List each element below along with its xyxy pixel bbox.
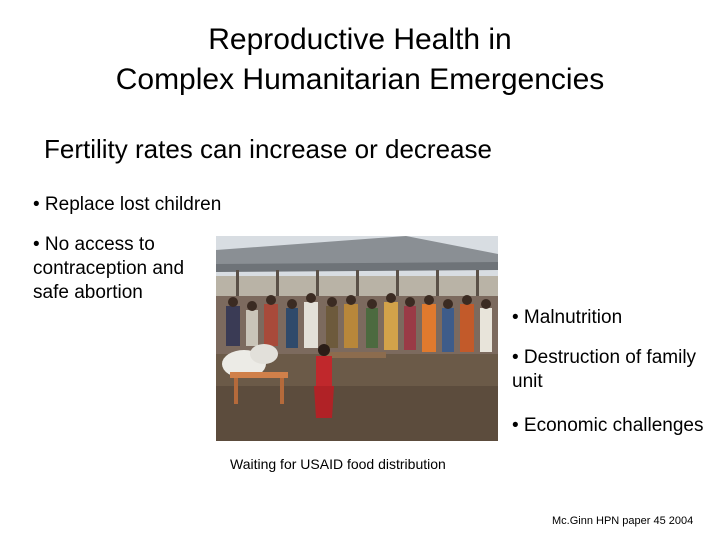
source-citation: Mc.Ginn HPN paper 45 2004 [552, 515, 694, 527]
bullet-replace-lost-children: • Replace lost children [33, 194, 222, 215]
title-line-1: Reproductive Health in [208, 23, 512, 56]
photo-caption: Waiting for USAID food distribution [230, 456, 446, 472]
bullet-malnutrition: • Malnutrition [512, 307, 623, 328]
slide-subtitle: Fertility rates can increase or decrease [44, 134, 492, 164]
crowd-photo-image [216, 236, 498, 441]
food-distribution-photo [216, 236, 498, 441]
slide-title [0, 20, 720, 100]
bullet-economic-challenges: • Economic challenges [512, 415, 704, 436]
title-line-2: Complex Humanitarian Emergencies [115, 63, 605, 96]
bullet-no-access-contraception: • No access to contraception and safe abortion [33, 234, 185, 303]
bullet-destruction-family-unit: • Destruction of family unit [512, 347, 697, 392]
